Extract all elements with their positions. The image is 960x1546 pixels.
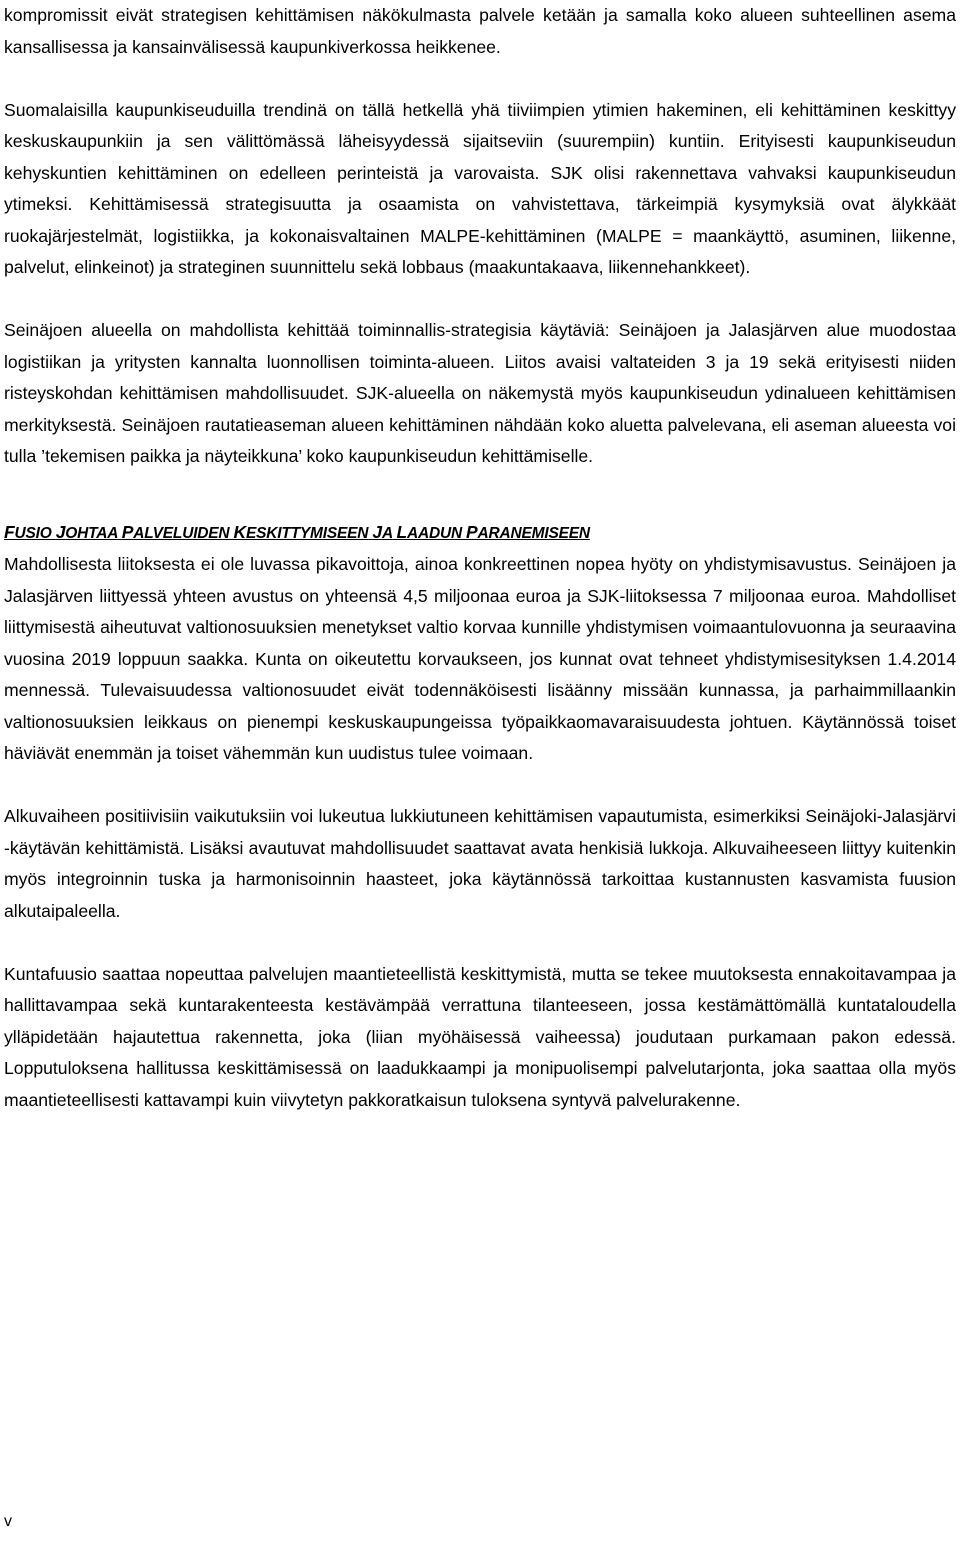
heading-word: JOHTAA (55, 521, 118, 542)
paragraph-5: Alkuvaiheen positiivisiin vaikutuksiin voi lukeutua lukkiutuneen kehittämisen vapautumista, esimerkiksi Seinäjoki-Jalasjärvi -käytävän kehittämistä. Lisäksi avautuvat mahdollisuudet saattavat avata henkisiä lukkoja. Alkuvaiheeseen liittyy kuitenkin myös integroinnin tuska ja harmonisoinnin haasteet, joka käytännössä tarkoittaa kustannusten kasvamista fuusion alkutaipaleella. (4, 806, 956, 921)
paragraph-gap (4, 63, 956, 95)
paragraph-gap (4, 284, 956, 316)
heading-word: PARANEMISEEN (466, 521, 590, 542)
section-heading (4, 517, 956, 550)
paragraph-4: Mahdollisesta liitoksesta ei ole luvassa pikavoittoja, ainoa konkreettinen nopea hyöty on yhdistymisavustus. Seinäjoen ja Jalasjärven liittyessä yhteen avustus on yhteensä 4,5 miljoonaa euroa ja SJK-liitoksessa 7 miljoonaa euroa. Mahdolliset liittymisestä aiheutuvat valtionosuuksien menetykset valtio korvaa kunnille yhdistymisen voimaantulovuonna ja seuraavina vuosina 2019 loppuun saakka. Kunta on oikeutettu korvaukseen, jos kunnat ovat tehneet yhdistymisesityksen 1.4.2014 mennessä. Tulevaisuudessa valtionosuudet eivät todennäköisesti lisäänny missään kunnassa, ja parhaimmillaankin valtionosuuksien leikkaus on pienempi keskuskaupungeissa työpaikkaomavaraisuudesta johtuen. Käytännössä toiset häviävät enemmän ja toiset vähemmän kun uudistus tulee voimaan. (4, 554, 956, 763)
heading-word: KESKITTYMISEEN (233, 521, 369, 542)
heading-word: PALVELUIDEN (121, 521, 230, 542)
paragraph-2: Suomalaisilla kaupunkiseuduilla trendinä on tällä hetkellä yhä tiiviimpien ytimien hakeminen, eli kehittäminen keskittyy keskuskaupunkiin ja sen välittömässä läheisyydessä sijaitseviin (suurempiin) kuntiin. Erityisesti kaupunkiseudun kehyskuntien kehittäminen on edelleen perinteistä ja varovaista. SJK olisi rakennettava vahvaksi kaupunkiseudun ytimeksi. Kehittämisessä strategisuutta ja osaamista on vahvistettava, tärkeimpiä kysymyksiä ovat älykkäät ruokajärjestelmät, logistiikka, ja kokonaisvaltainen MALPE-kehittäminen (MALPE = maankäyttö, asuminen, liikenne, palvelut, elinkeinot) ja strateginen suunnittelu sekä lobbaus (maakuntakaava, liikennehankkeet). (4, 99, 956, 277)
heading-word: FUSIO (4, 521, 52, 542)
heading-word: LAADUN (396, 521, 462, 542)
page-footer-mark: v (4, 1513, 12, 1530)
paragraph-gap (4, 927, 956, 959)
paragraph-gap (4, 473, 956, 517)
paragraph-6: Kuntafuusio saattaa nopeuttaa palvelujen maantieteellistä keskittymistä, mutta se tekee muutoksesta ennakoitavampaa ja hallittavampaa sekä kuntarakenteesta kestävämpää verrattuna tilanteeseen, jossa kestämättömällä kuntataloudella ylläpidetään hajautettua rakennetta, joka (liian myöhäisessä vaiheessa) joudutaan purkamaan pakon edessä. Lopputuloksena hallitussa keskittämisessä on laadukkaampi ja monipuolisempi palvelutarjonta, joka saattaa olla myös maantieteellisesti kattavampi kuin viivytetyn pakkoratkaisun tuloksena syntyvä palvelurakenne. (4, 963, 956, 1110)
paragraph-gap (4, 770, 956, 802)
paragraph-1: kompromissit eivät strategisen kehittämisen näkökulmasta palvele ketään ja samalla koko alueen suhteellinen asema kansallisessa ja kansainvälisessä kaupunkiverkossa heikkenee. (4, 5, 956, 57)
document-page (4, 0, 956, 1116)
heading-word: JA (372, 521, 393, 542)
paragraph-3: Seinäjoen alueella on mahdollista kehittää toiminnallis-strategisia käytäviä: Seinäjoen ja Jalasjärven alue muodostaa logistiikan ja yritysten kannalta luonnollisen toiminta-alueen. Liitos avaisi valtateiden 3 ja 19 sekä erityisesti niiden risteyskohdan kehittämisen mahdollisuudet. SJK-alueella on näkemystä myös kaupunkiseudun ydinalueen kehittämisen merkityksestä. Seinäjoen rautatieaseman alueen kehittäminen nähdään koko aluetta palvelevana, eli aseman alueesta voi tulla ’tekemisen paikka ja näyteikkuna’ koko kaupunkiseudun kehittämiselle. (4, 320, 956, 466)
